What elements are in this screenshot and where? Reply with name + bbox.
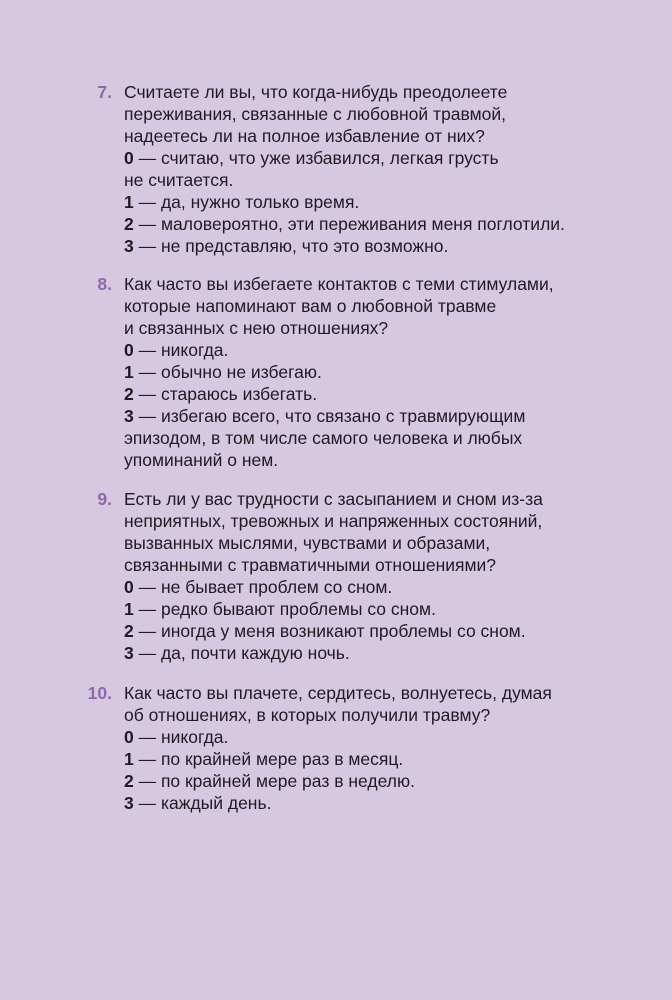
question-body: [124, 81, 624, 257]
answer-option: [124, 383, 624, 405]
answer-option: [124, 726, 624, 748]
answer-option: [124, 642, 624, 664]
answer-score: 3: [124, 406, 134, 426]
answer-text: — не представляю, что это возможно.: [133, 236, 449, 256]
answer-text: — по крайней мере раз в месяц.: [133, 749, 404, 769]
answer-text: — маловероятно, эти переживания меня поглотили.: [133, 214, 565, 234]
answer-score: 2: [124, 621, 134, 641]
answer-option: [124, 191, 624, 213]
answer-score: 0: [124, 340, 134, 360]
answer-text: — никогда.: [133, 727, 229, 747]
answer-text: — избегаю всего, что связано с травмирующим эпизодом, в том числе самого человека и любых упоминаний о нем.: [124, 406, 526, 470]
answer-option: [124, 598, 624, 620]
question-text: Считаете ли вы, что когда-нибудь преодолеете переживания, связанные с любовной травмой, надеетесь ли на полное избавление от них?: [124, 82, 508, 146]
answer-option: [124, 361, 624, 383]
answer-text: — иногда у меня возникают проблемы со сном.: [133, 621, 526, 641]
answer-option: [124, 748, 624, 770]
answer-option: [124, 147, 624, 191]
answer-score: 0: [124, 148, 134, 168]
answer-option: [124, 576, 624, 598]
answer-text: — никогда.: [133, 340, 229, 360]
answer-text: — не бывает проблем со сном.: [133, 577, 393, 597]
question-text: Как часто вы плачете, сердитесь, волнуетесь, думая об отношениях, в которых получили травму?: [124, 683, 552, 725]
answer-score: 1: [124, 749, 134, 769]
answer-score: 3: [124, 236, 134, 256]
answer-text: — редко бывают проблемы со сном.: [133, 599, 436, 619]
answer-score: 0: [124, 577, 134, 597]
question-body: [124, 273, 624, 471]
answer-option: [124, 792, 624, 814]
question-text: Есть ли у вас трудности с засыпанием и сном из-за неприятных, тревожных и напряженных состояний, вызванных мыслями, чувствами и образами, связанными с травматичными отношениями?: [124, 489, 543, 575]
answer-text: — да, почти каждую ночь.: [133, 643, 350, 663]
answer-score: 3: [124, 793, 134, 813]
answer-score: 2: [124, 214, 134, 234]
answer-text: — стараюсь избегать.: [133, 384, 318, 404]
question-number: 10.: [87, 683, 112, 703]
answer-score: 1: [124, 599, 134, 619]
answer-option: [124, 405, 624, 471]
answer-option: [124, 339, 624, 361]
answer-score: 2: [124, 771, 134, 791]
answer-score: 2: [124, 384, 134, 404]
answer-score: 3: [124, 643, 134, 663]
question-body: [124, 682, 624, 814]
answer-option: [124, 620, 624, 642]
question-number: 7.: [97, 82, 112, 102]
answer-score: 0: [124, 727, 134, 747]
question-body: [124, 488, 624, 664]
answer-score: 1: [124, 362, 134, 382]
answer-option: [124, 235, 624, 257]
question-number: 8.: [97, 274, 112, 294]
answer-option: [124, 770, 624, 792]
answer-text: — по крайней мере раз в неделю.: [133, 771, 415, 791]
answer-text: — считаю, что уже избавился, легкая грусть не считается.: [124, 148, 499, 190]
answer-text: — обычно не избегаю.: [133, 362, 322, 382]
question-text: Как часто вы избегаете контактов с теми стимулами, которые напоминают вам о любовной травме и связанных с нею отношениях?: [124, 274, 554, 338]
question-number: 9.: [97, 489, 112, 509]
answer-option: [124, 213, 624, 235]
answer-text: — да, нужно только время.: [133, 192, 360, 212]
answer-score: 1: [124, 192, 134, 212]
answer-text: — каждый день.: [133, 793, 272, 813]
